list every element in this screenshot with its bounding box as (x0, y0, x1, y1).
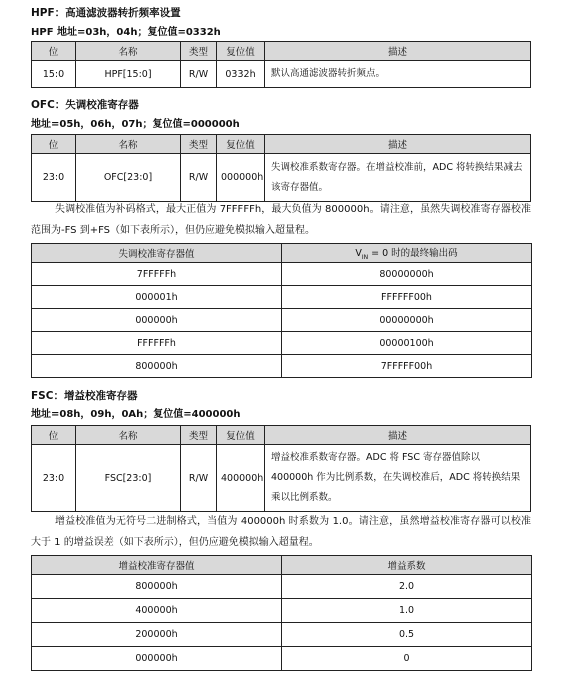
header-bit: 位 (32, 135, 76, 154)
table-header-row (32, 244, 532, 263)
cell-gain: 2.0 (282, 575, 532, 599)
cell-bit: 23:0 (32, 445, 76, 512)
header-reset: 复位值 (217, 42, 265, 61)
fsc-paragraph: 增益校准值为无符号二进制格式，当值为 400000h 时系数为 1.0。请注意，虽然增益校准寄存器可以校准大于 1 的增益误差（如下表所示），但仍应避免模拟输入超量程。 (31, 516, 531, 548)
table-row (32, 61, 531, 88)
header-register-value: 增益校准寄存器值 (32, 556, 282, 575)
header-rest: = 0 时的最终输出码 (368, 248, 458, 260)
table-row (32, 309, 532, 332)
header-v-sub: IN (361, 253, 369, 261)
table-header-row (32, 426, 531, 445)
header-type: 类型 (181, 42, 217, 61)
table-header-row (32, 42, 531, 61)
table-row (32, 647, 532, 671)
ofc-value-table (31, 243, 532, 378)
table-row (32, 575, 532, 599)
header-type: 类型 (181, 135, 217, 154)
cell-bit: 15:0 (32, 61, 76, 88)
cell-reset: 400000h (217, 445, 265, 512)
cell-register: 800000h (32, 575, 282, 599)
ofc-title: OFC：失调校准寄存器 (31, 99, 139, 111)
table-row (32, 154, 531, 202)
cell-name: FSC[23:0] (76, 445, 181, 512)
header-final-output (282, 244, 532, 263)
table-row (32, 355, 532, 378)
header-name: 名称 (76, 42, 181, 61)
header-register-value: 失调校准寄存器值 (32, 244, 282, 263)
cell-output: 7FFFFF00h (282, 355, 532, 378)
table-row (32, 286, 532, 309)
header-bit: 位 (32, 42, 76, 61)
cell-type: R/W (181, 154, 217, 202)
table-row (32, 623, 532, 647)
cell-gain: 1.0 (282, 599, 532, 623)
cell-output: FFFFFF00h (282, 286, 532, 309)
table-header-row (32, 556, 532, 575)
fsc-value-table (31, 555, 532, 671)
cell-output: 80000000h (282, 263, 532, 286)
cell-register: FFFFFFh (32, 332, 282, 355)
hpf-register-table (31, 41, 531, 88)
ofc-address: 地址=05h，06h，07h；复位值=000000h (31, 119, 240, 130)
cell-register: 200000h (32, 623, 282, 647)
hpf-address: HPF 地址=03h，04h；复位值=0332h (31, 27, 221, 38)
cell-desc: 默认高通滤波器转折频点。 (265, 61, 531, 88)
header-type: 类型 (181, 426, 217, 445)
header-bit: 位 (32, 426, 76, 445)
cell-name: HPF[15:0] (76, 61, 181, 88)
cell-register: 7FFFFFh (32, 263, 282, 286)
fsc-register-table (31, 425, 531, 512)
cell-bit: 23:0 (32, 154, 76, 202)
cell-name: OFC[23:0] (76, 154, 181, 202)
fsc-title: FSC：增益校准寄存器 (31, 390, 138, 402)
cell-reset: 000000h (217, 154, 265, 202)
table-row (32, 599, 532, 623)
fsc-address: 地址=08h，09h，0Ah；复位值=400000h (31, 409, 241, 420)
header-desc: 描述 (265, 42, 531, 61)
hpf-title: HPF：高通滤波器转折频率设置 (31, 7, 181, 19)
cell-reset: 0332h (217, 61, 265, 88)
cell-register: 000001h (32, 286, 282, 309)
ofc-paragraph: 失调校准值为补码格式，最大正值为 7FFFFFh，最大负值为 800000h。请注意，虽然失调校准寄存器校准范围为-FS 到+FS（如下表所示），但仍应避免模拟输入超量程。 (31, 204, 531, 236)
cell-desc: 失调校准系数寄存器。在增益校准前，ADC 将转换结果减去该寄存器值。 (265, 154, 531, 202)
ofc-register-table (31, 134, 531, 202)
header-reset: 复位值 (217, 426, 265, 445)
cell-register: 400000h (32, 599, 282, 623)
header-gain-factor: 增益系数 (282, 556, 532, 575)
cell-gain: 0 (282, 647, 532, 671)
table-row (32, 445, 531, 512)
cell-register: 800000h (32, 355, 282, 378)
header-reset: 复位值 (217, 135, 265, 154)
cell-register: 000000h (32, 309, 282, 332)
header-name: 名称 (76, 135, 181, 154)
cell-type: R/W (181, 445, 217, 512)
header-name: 名称 (76, 426, 181, 445)
cell-type: R/W (181, 61, 217, 88)
header-desc: 描述 (265, 135, 531, 154)
cell-output: 00000100h (282, 332, 532, 355)
cell-desc: 增益校准系数寄存器。ADC 将 FSC 寄存器值除以 400000h 作为比例系数，在失调校准后，ADC 将转换结果乘以比例系数。 (265, 445, 531, 512)
cell-output: 00000000h (282, 309, 532, 332)
cell-register: 000000h (32, 647, 282, 671)
table-row (32, 332, 532, 355)
header-v: V (355, 248, 362, 260)
cell-gain: 0.5 (282, 623, 532, 647)
table-row (32, 263, 532, 286)
header-desc: 描述 (265, 426, 531, 445)
table-header-row (32, 135, 531, 154)
